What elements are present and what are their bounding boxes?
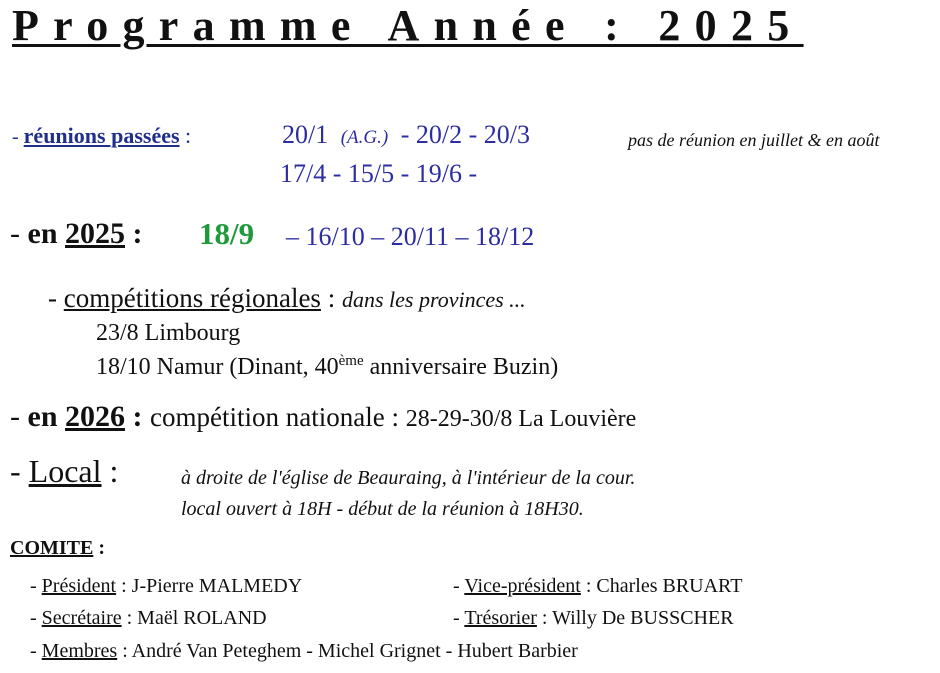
local-dash: - — [10, 453, 29, 489]
reunions-line-1 — [12, 120, 191, 150]
regionales-label: compétitions régionales — [63, 283, 321, 313]
local-line — [10, 453, 118, 490]
comite-dash-1: - — [30, 575, 42, 597]
next-meeting-date: 18/9 — [199, 216, 255, 251]
en-2026-value: 28-29-30/8 La Louvière — [405, 406, 637, 432]
reunions-colon: : — [179, 123, 192, 148]
reunions-dash: - — [12, 126, 24, 148]
vice-president-name: : Charles BRUART — [580, 575, 743, 597]
local-colon: : — [101, 453, 119, 489]
reunion-ag: (A.G.) — [340, 127, 389, 148]
comite-dash-3: - — [30, 607, 42, 629]
en-2026-year: 2026 — [65, 400, 125, 433]
comite-tresorier — [453, 607, 734, 630]
president-name: : J-Pierre MALMEDY — [116, 575, 303, 597]
comite-heading-colon: : — [93, 537, 106, 559]
en-2025-line — [10, 217, 143, 251]
comite-membres — [30, 640, 578, 663]
regionale-item-namur — [96, 354, 558, 381]
regionales-dash: - — [48, 283, 64, 313]
reunions-label: réunions passées — [23, 123, 180, 148]
reunions-dates-line-2: 17/4 - 15/5 - 19/6 - — [280, 159, 478, 188]
membres-names: : André Van Peteghem - Michel Grignet - Hubert Barbier — [117, 640, 578, 662]
page-title: Programme Année : 2025 — [12, 1, 804, 50]
comite-heading — [10, 537, 105, 560]
secretaire-role: Secrétaire — [41, 607, 122, 629]
comite-dash-4: - — [453, 607, 465, 629]
tresorier-role: Trésorier — [464, 607, 537, 629]
reunion-date-1: 20/1 — [282, 120, 329, 149]
en-2026-colon: : — [125, 400, 150, 433]
regionale-namur-sup: ème — [338, 353, 364, 369]
regionales-colon: : — [320, 283, 342, 313]
vice-president-role: Vice-président — [464, 575, 581, 597]
en-2026-dash: - — [10, 400, 28, 433]
local-address: à droite de l'église de Beauraing, à l'intérieur de la cour. — [181, 467, 636, 489]
en-2026-label: compétition nationale — [150, 402, 385, 432]
en-2025-en: en — [27, 217, 65, 250]
regionales-line — [48, 283, 526, 314]
comite-dash-5: - — [30, 640, 42, 662]
local-label: Local — [28, 453, 102, 489]
comite-heading-label: COMITE — [10, 537, 94, 559]
en-2026-en: en — [27, 400, 65, 433]
president-role: Président — [41, 575, 117, 597]
comite-president — [30, 575, 302, 598]
reunions-dates-1 — [282, 120, 530, 150]
reunion-dates-2: - 20/2 - 20/3 — [400, 120, 530, 149]
comite-secretaire — [30, 607, 267, 630]
local-hours: local ouvert à 18H - début de la réunion à 18H30. — [181, 498, 584, 520]
regionale-namur-post: anniversaire Buzin) — [363, 354, 559, 380]
en-2026-colon2: : — [384, 402, 406, 432]
en-2025-year: 2025 — [65, 217, 125, 250]
regionale-namur-pre: 18/10 Namur (Dinant, 40 — [96, 354, 339, 380]
tresorier-name: : Willy De BUSSCHER — [536, 607, 734, 629]
comite-vice-president — [453, 575, 742, 598]
en-2025-dash: - — [10, 217, 28, 250]
en-2025-colon: : — [125, 217, 143, 250]
en-2025-dates: – 16/10 – 20/11 – 18/12 — [286, 222, 535, 251]
regionales-note: dans les provinces ... — [341, 287, 526, 312]
comite-dash-2: - — [453, 575, 465, 597]
secretaire-name: : Maël ROLAND — [121, 607, 267, 629]
reunions-note: pas de réunion en juillet & en août — [628, 130, 880, 150]
en-2026-line — [10, 400, 636, 434]
regionale-item-limbourg: 23/8 Limbourg — [96, 320, 241, 346]
membres-role: Membres — [41, 640, 118, 662]
